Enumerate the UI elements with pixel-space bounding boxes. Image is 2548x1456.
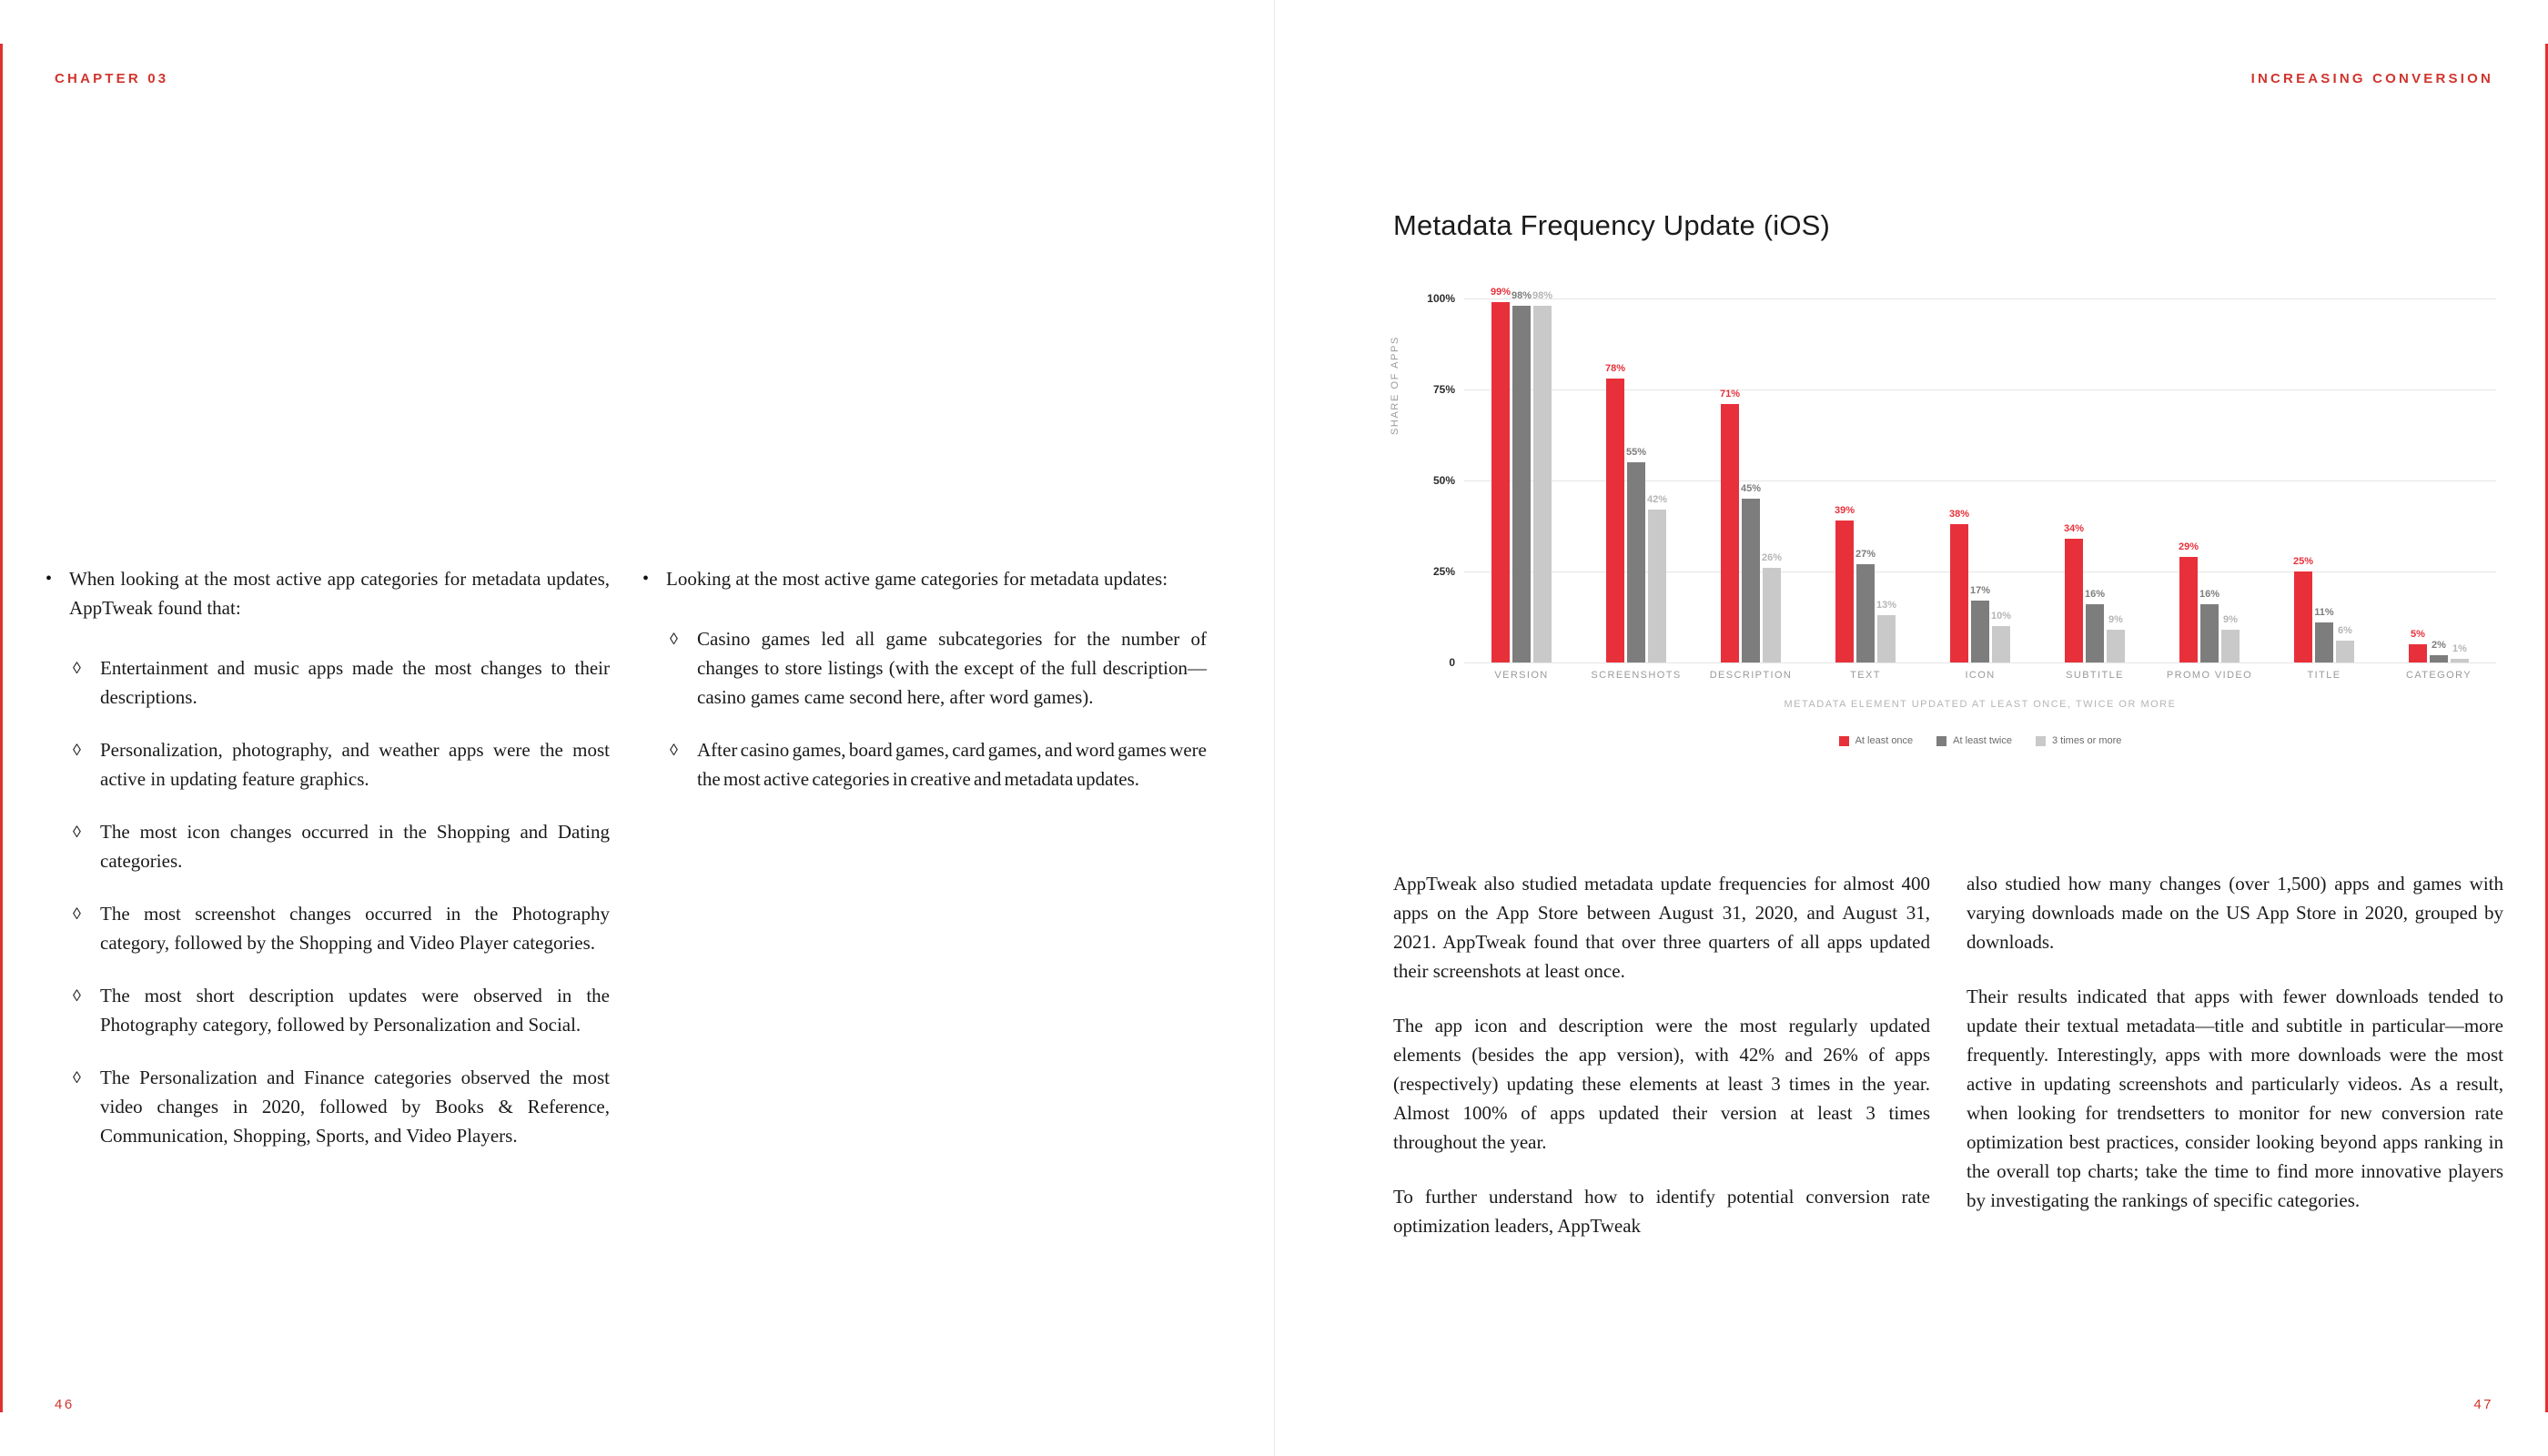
bar-group <box>1694 298 1808 662</box>
sub-bullet-text: The most icon changes occurred in the Shopping and Dating categories. <box>100 821 610 872</box>
bullet-columns <box>46 564 1228 1174</box>
bar <box>1990 611 2012 662</box>
list-item <box>642 624 1207 712</box>
bar <box>2107 614 2125 662</box>
sub-bullet-text: The most screenshot changes occurred in the Photography category, followed by the Shopping and Video Player categories. <box>100 903 610 954</box>
chart-bars <box>1464 287 2496 662</box>
page-number-right: 47 <box>2473 1397 2493 1412</box>
bar <box>1948 509 1970 662</box>
list-item <box>46 899 610 957</box>
chart-plot-area <box>1427 287 2496 669</box>
bar <box>2084 589 2106 662</box>
bullet-column-apps <box>46 564 610 1174</box>
list-item <box>642 735 1207 794</box>
body-paragraph: AppTweak also studied metadata update frequencies for almost 400 apps on the App Store between August 31, 2020, and August 31, 2021. AppTweak found that over three quarters of all apps updated their screenshots at least once. <box>1393 873 1930 982</box>
gridline <box>1464 662 2496 663</box>
y-axis-label: SHARE OF APPS <box>1390 336 1400 435</box>
bar <box>2430 640 2448 662</box>
list-item <box>46 981 610 1039</box>
bar <box>2336 625 2354 662</box>
bar-value-label: 1% <box>2452 643 2467 654</box>
bullet-column-games <box>642 564 1207 1174</box>
x-tick-label: CATEGORY <box>2406 670 2472 681</box>
x-tick-label: PROMO VIDEO <box>2166 670 2253 681</box>
y-tick-label: 100% <box>1427 292 1455 305</box>
x-axis-tick-labels <box>1464 670 2496 681</box>
bar-value-label: 55% <box>1625 447 1647 458</box>
bar <box>2199 589 2220 662</box>
sub-bullet-text: The most short description updates were observed in the Photography category, followed by Personalization and Social. <box>100 985 610 1036</box>
legend-swatch-icon <box>1936 736 1946 746</box>
section-running-head: INCREASING CONVERSION <box>2250 71 2493 86</box>
bar-value-label: 98% <box>1532 290 1553 301</box>
legend-item <box>2036 735 2121 746</box>
y-tick-label: 25% <box>1432 565 1455 578</box>
bar <box>2221 614 2240 662</box>
x-tick-label: TEXT <box>1850 670 1881 681</box>
diamond-bullet-icon: ◊ <box>73 741 81 759</box>
bar-value-label: 13% <box>1876 600 1897 611</box>
chart-block <box>1390 209 2503 746</box>
bar <box>1604 363 1626 662</box>
list-item <box>46 1063 610 1150</box>
body-paragraph: The app icon and description were the most regularly updated elements (besides the app version), with 42% and 26% of apps (respectively) updating these elements at least 3 times in the year. Almost 100% of apps updated their version at least 3 times throughout the year. <box>1393 1015 1930 1153</box>
diamond-bullet-icon: ◊ <box>73 986 81 1005</box>
diamond-bullet-icon: ◊ <box>670 630 678 648</box>
bar-value-label: 27% <box>1855 549 1876 560</box>
bar <box>1761 552 1783 662</box>
x-tick-label: DESCRIPTION <box>1709 670 1793 681</box>
list-item <box>642 564 1207 593</box>
bar-value-label: 99% <box>1490 287 1512 298</box>
body-column-2 <box>1967 869 2503 1266</box>
lead-bullet-text: When looking at the most active app categories for metadata updates, AppTweak found that: <box>69 568 610 619</box>
body-columns <box>1393 869 2503 1266</box>
legend-swatch-icon <box>1839 736 1849 746</box>
bar <box>1834 505 1855 662</box>
sub-bullet-text: Entertainment and music apps made the most changes to their descriptions. <box>100 657 610 708</box>
sub-bullet-text: Personalization, photography, and weather apps were the most active in updating feature graphics. <box>100 739 610 790</box>
bar-chart <box>1390 280 2503 746</box>
bar-value-label: 71% <box>1719 389 1741 399</box>
bar <box>1490 287 1512 662</box>
bar-value-label: 42% <box>1646 494 1668 505</box>
bar-value-label: 98% <box>1511 290 1532 301</box>
bar-group <box>2152 298 2267 662</box>
y-tick-label: 0 <box>1449 656 1455 669</box>
bullet-dot-icon: • <box>642 569 650 589</box>
legend-label: At least twice <box>1953 735 2012 746</box>
bar <box>2178 541 2199 662</box>
y-tick-label: 75% <box>1432 383 1455 396</box>
bar <box>2292 556 2314 662</box>
sub-bullet-text: Casino games led all game subcategories for the number of changes to store listings (with the except of the full description—casino games came second here, after word games). <box>697 628 1207 708</box>
bar-group <box>2381 298 2496 662</box>
legend-item <box>1839 735 1914 746</box>
bar <box>1719 389 1741 662</box>
bar <box>2409 629 2427 662</box>
x-tick-label: SUBTITLE <box>2066 670 2124 681</box>
bar-group <box>1808 298 1923 662</box>
bar-value-label: 9% <box>2223 614 2238 625</box>
diamond-bullet-icon: ◊ <box>73 823 81 841</box>
bar-value-label: 39% <box>1834 505 1855 516</box>
list-item <box>46 735 610 794</box>
x-tick-label: SCREENSHOTS <box>1591 670 1682 681</box>
bar-value-label: 9% <box>2108 614 2123 625</box>
list-item <box>46 653 610 712</box>
right-page <box>1274 0 2548 1456</box>
bullet-dot-icon: • <box>46 569 53 589</box>
bar-value-label: 45% <box>1740 483 1762 494</box>
bar <box>1511 290 1532 662</box>
bar-value-label: 26% <box>1761 552 1783 563</box>
left-edge-rule <box>0 44 3 1412</box>
bar <box>1855 549 1876 662</box>
bar-value-label: 38% <box>1948 509 1970 520</box>
bar-value-label: 10% <box>1990 611 2012 622</box>
body-paragraph: To further understand how to identify potential conversion rate optimization leaders, AppTweak <box>1393 1186 1930 1237</box>
sub-bullet-text: The Personalization and Finance categories observed the most video changes in 2020, followed by Books & Reference, Communication, Shopping, Sports, and Video Players. <box>100 1067 610 1147</box>
bar-group <box>2267 298 2381 662</box>
bar-value-label: 25% <box>2292 556 2314 567</box>
diamond-bullet-icon: ◊ <box>73 1068 81 1087</box>
legend-item <box>1936 735 2012 746</box>
bar-value-label: 16% <box>2084 589 2106 600</box>
body-paragraph: Their results indicated that apps with fewer downloads tended to update their textual metadata—title and subtitle in particular—more frequently. Interestingly, apps with more downloads were the most active in updating screenshots and particularly videos. As a result, when looking for trendsetters to monitor for new conversion rate optimization best practices, consider looking beyond apps ranking in the overall top charts; take the time to find more innovative players by investigating the rankings of specific categories. <box>1967 986 2503 1211</box>
diamond-bullet-icon: ◊ <box>73 905 81 923</box>
bar-group <box>1464 287 1579 662</box>
bar-value-label: 29% <box>2178 541 2199 552</box>
bar <box>2063 523 2085 662</box>
bar-value-label: 5% <box>2411 629 2425 640</box>
bar-value-label: 16% <box>2199 589 2220 600</box>
legend-label: 3 times or more <box>2051 735 2122 746</box>
legend-label: At least once <box>1855 735 1914 746</box>
bar-group <box>2037 298 2152 662</box>
page-number-left: 46 <box>55 1397 75 1412</box>
chapter-running-head: CHAPTER 03 <box>55 71 169 86</box>
bar <box>1969 585 1991 662</box>
bar <box>1625 447 1647 662</box>
bar-value-label: 11% <box>2314 607 2334 618</box>
x-axis-title: METADATA ELEMENT UPDATED AT LEAST ONCE, TWICE OR MORE <box>1784 699 2177 710</box>
list-item <box>46 564 610 622</box>
sub-bullet-text: After casino games, board games, card games, and word games were the most active categories in creative and metadata updates. <box>697 739 1207 790</box>
y-tick-label: 50% <box>1432 474 1455 487</box>
bar <box>1646 494 1668 662</box>
x-tick-label: ICON <box>1965 670 1996 681</box>
diamond-bullet-icon: ◊ <box>670 741 678 759</box>
x-tick-label: TITLE <box>2307 670 2341 681</box>
body-paragraph: also studied how many changes (over 1,500) apps and games with varying downloads made on the US App Store in 2020, grouped by downloads. <box>1967 873 2503 953</box>
bar-value-label: 6% <box>2338 625 2352 636</box>
bar <box>1876 600 1897 662</box>
diamond-bullet-icon: ◊ <box>73 659 81 677</box>
bar <box>2451 643 2469 662</box>
bar <box>2314 607 2334 662</box>
bar-group <box>1923 298 2037 662</box>
body-column-1 <box>1393 869 1930 1266</box>
x-tick-label: VERSION <box>1494 670 1549 681</box>
chart-legend <box>1464 735 2496 746</box>
bar-value-label: 17% <box>1969 585 1991 596</box>
lead-bullet-text: Looking at the most active game categories for metadata updates: <box>666 568 1168 590</box>
bar-value-label: 78% <box>1604 363 1626 374</box>
bar <box>1740 483 1762 662</box>
list-item <box>46 817 610 875</box>
bar-value-label: 2% <box>2432 640 2446 651</box>
bar <box>1532 290 1553 662</box>
bar-value-label: 34% <box>2063 523 2085 534</box>
legend-swatch-icon <box>2036 736 2046 746</box>
chart-title: Metadata Frequency Update (iOS) <box>1393 209 1831 241</box>
bar-group <box>1579 298 1694 662</box>
